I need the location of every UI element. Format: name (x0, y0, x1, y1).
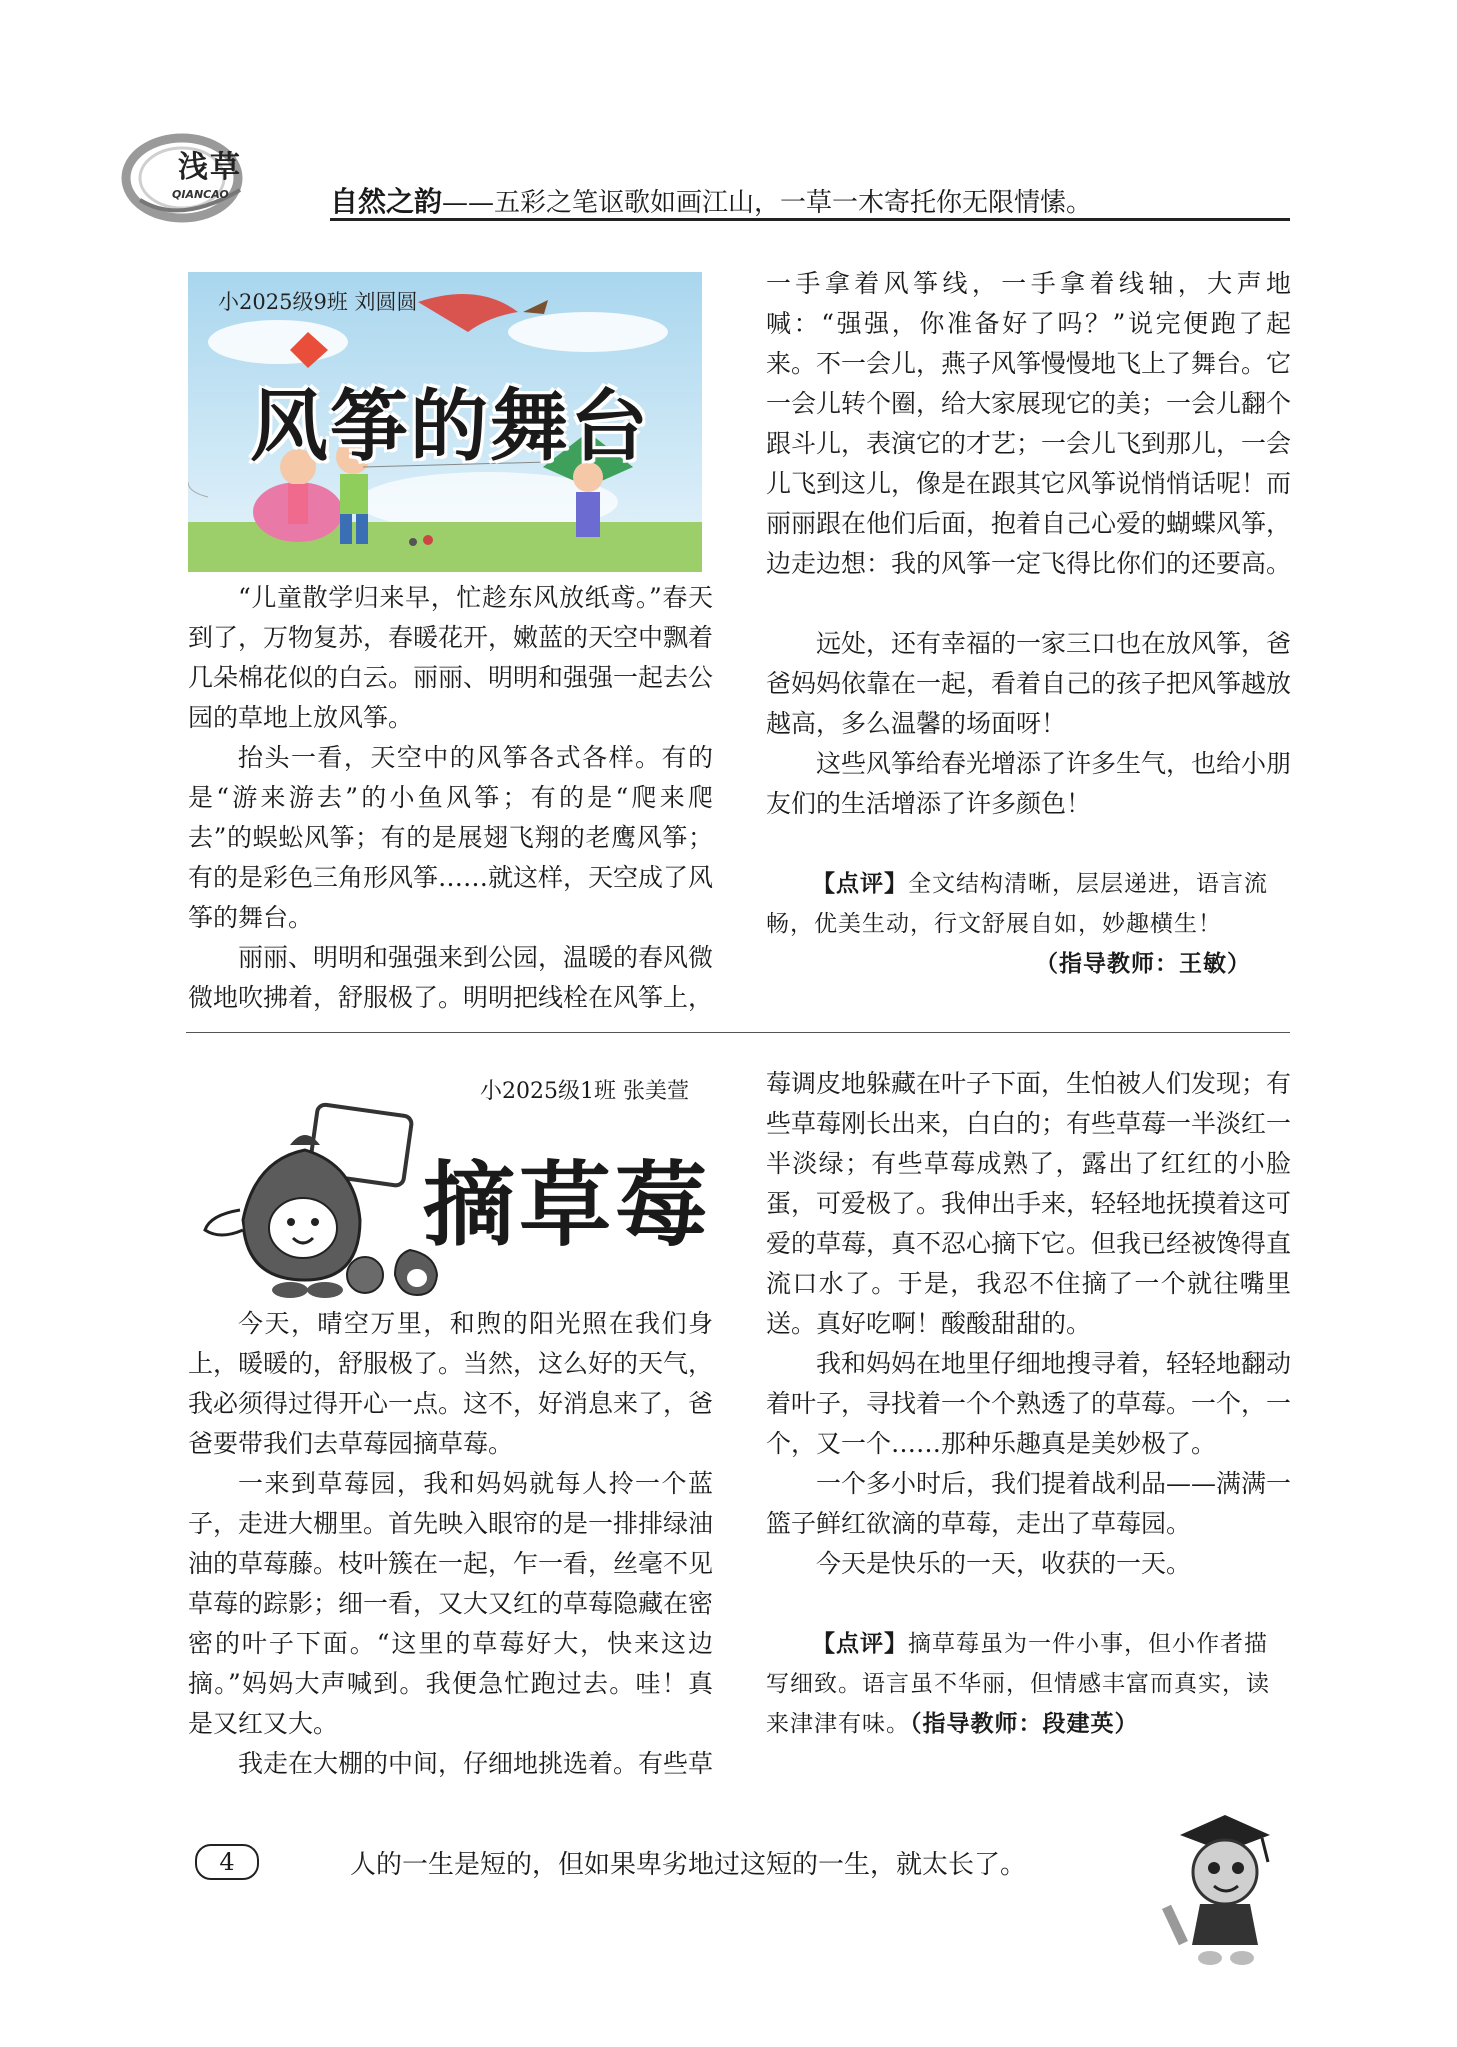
article1-paragraph: 这些风筝给春光增添了许多生气，也给小朋友们的生活增添了许多颜色！ (766, 749, 1292, 818)
logo-text: 浅草 (178, 150, 242, 185)
article2-paragraph: 我和妈妈在地里仔细地搜寻着，轻轻地翻动着叶子，寻找着一个个熟透了的草莓。一个，一个，又一个……那种乐趣真是美妙极了。 (766, 1349, 1292, 1458)
kite-banner (188, 272, 702, 572)
strawberry-illustration (195, 1090, 715, 1300)
article1-right-column (766, 264, 1291, 984)
article2-paragraph-continued: 莓调皮地躲藏在叶子下面，生怕被人们发现；有些草莓刚长出来，白白的；有些草莓一半淡红一半淡绿；有些草莓成熟了，露出了红红的小脸蛋，可爱极了。我伸出手来，轻轻地抚摸着这可爱的草莓，真不忍心摘下它。但我已经被馋得直流口水了。于是，我忍不住摘了一个就往嘴里送。真好吃啊！酸酸甜甜的。 (766, 1069, 1291, 1338)
article1-title: 风筝的舞台 (250, 382, 651, 472)
article2-paragraph-start: 我走在大棚的中间，仔细地挑选着。有些草 (238, 1749, 713, 1778)
article1-paragraph-start: 丽丽、明明和强强来到公园，温暖的春风微微地吹拂着，舒服极了。明明把线栓在风筝上， (188, 943, 713, 1012)
graduate-mascot (1150, 1800, 1290, 1970)
section-motto: ——五彩之笔讴歌如画江山，一草一木寄托你无限情愫。 (442, 188, 1093, 218)
section-title: 自然之韵 (330, 185, 443, 218)
header-rule (330, 218, 1290, 221)
article1-paragraph: 抬头一看，天空中的风筝各式各样。有的是“游来游去”的小鱼风筝；有的是“爬来爬去”的蜈蚣风筝；有的是展翅飞翔的老鹰风筝；有的是彩色三角形风筝……就这样，天空成了风筝的舞台。 (188, 743, 714, 932)
article1-left-column (188, 578, 713, 1018)
article1-comment: 【点评】全文结构清晰，层层递进，语言流畅，优美生动，行文舒展自如，妙趣横生！ (766, 871, 1268, 937)
article2-paragraph: 一个多小时后，我们提着战利品——满满一篮子鲜红欲滴的草莓，走出了草莓园。 (766, 1469, 1292, 1538)
article1-paragraph: 远处，还有幸福的一家三口也在放风筝，爸爸妈妈依靠在一起，看着自己的孩子把风筝越放越高，多么温馨的场面呀！ (766, 629, 1292, 738)
article2-paragraph: 今天是快乐的一天，收获的一天。 (816, 1549, 1192, 1578)
article1-paragraph: “儿童散学归来早，忙趁东风放纸鸢。”春天到了，万物复苏，春暖花开，嫩蓝的天空中飘着几朵棉花似的白云。丽丽、明明和强强一起去公园的草地上放风筝。 (188, 583, 714, 732)
article2-left-column (188, 1304, 713, 1784)
footer-quote: 人的一生是短的，但如果卑劣地过这短的一生，就太长了。 (350, 1850, 1027, 1880)
comment-label: 【点评】 (812, 871, 908, 897)
article2-paragraph: 一来到草莓园，我和妈妈就每人拎一个蓝子，走进大棚里。首先映入眼帘的是一排排绿油油的草莓藤。枝叶簇在一起，乍一看，丝毫不见草莓的踪影；细一看，又大又红的草莓隐藏在密密的叶子下面。“这里的草莓好大，快来这边摘。”妈妈大声喊到。我便急忙跑过去。哇！真是又红又大。 (188, 1469, 714, 1738)
article-divider (186, 1032, 1290, 1033)
article2-comment: 【点评】摘草莓虽为一件小事，但小作者描写细致。语言虽不华丽，但情感丰富而真实，读来津津有味。（指导教师：段建英） (766, 1631, 1270, 1737)
article2-title: 摘草莓 (423, 1152, 712, 1259)
comment-label: 【点评】 (812, 1631, 908, 1657)
article1-teacher: （指导教师：王敏） (1035, 951, 1251, 977)
article1-byline: 小2025级9班 刘圆圆 (218, 290, 418, 314)
article2-paragraph: 今天，晴空万里，和煦的阳光照在我们身上，暖暖的，舒服极了。当然，这么好的天气，我必须得过得开心一点。这不，好消息来了，爸爸要带我们去草莓园摘草莓。 (188, 1309, 714, 1458)
article1-paragraph-continued: 一手拿着风筝线，一手拿着线轴，大声地喊：“强强，你准备好了吗？”说完便跑了起来。不一会儿，燕子风筝慢慢地飞上了舞台。它一会儿转个圈，给大家展现它的美；一会儿翻个跟斗儿，表演它的才艺；一会儿飞到那儿，一会儿飞到这儿，像是在跟其它风筝说悄悄话呢！而丽丽跟在他们后面，抱着自己心爱的蝴蝶风筝，边走边想：我的风筝一定飞得比你们的还要高。 (766, 269, 1291, 578)
graduate-mascot-icon (1150, 1800, 1290, 1970)
article2-byline: 小2025级1班 张美萱 (480, 1079, 689, 1104)
logo-subtext: QIANCAO (172, 188, 229, 201)
logo (120, 130, 270, 230)
article2-right-column (766, 1064, 1291, 1744)
header-bar (330, 180, 1290, 218)
page-number: 4 (195, 1844, 259, 1880)
